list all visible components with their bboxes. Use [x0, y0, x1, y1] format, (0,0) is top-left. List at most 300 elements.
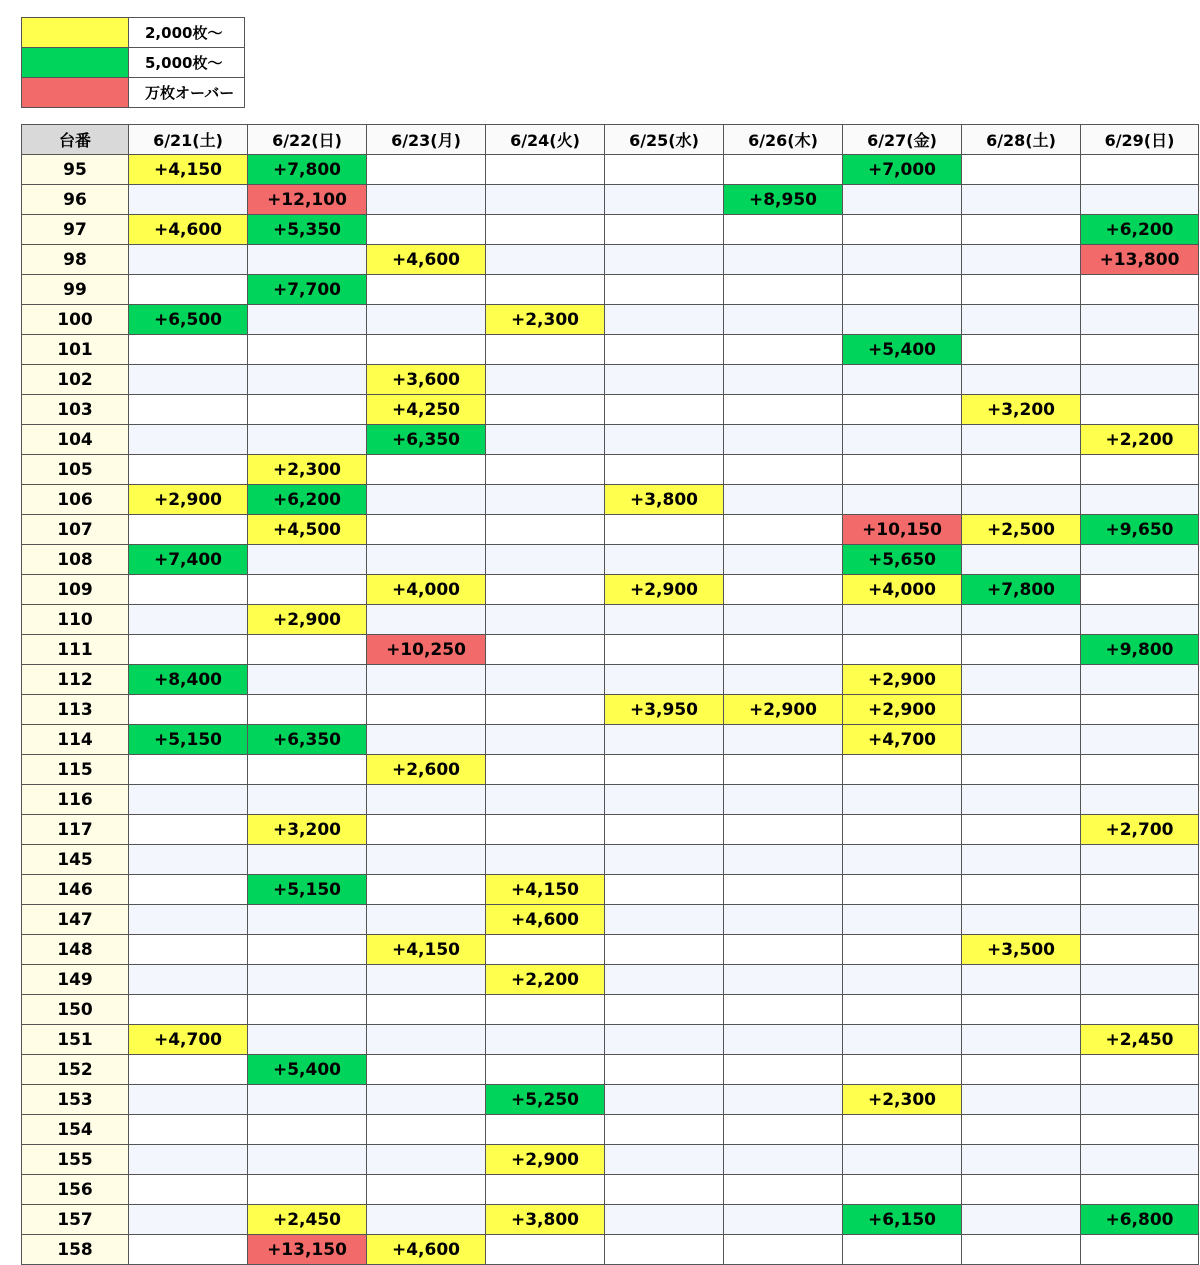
result-cell — [962, 665, 1081, 695]
result-cell — [248, 935, 367, 965]
header-date: 6/22(日) — [248, 125, 367, 155]
result-cell — [843, 275, 962, 305]
result-cell — [1081, 845, 1199, 875]
result-cell — [367, 905, 486, 935]
result-cell — [962, 485, 1081, 515]
result-cell — [605, 965, 724, 995]
result-cell — [367, 605, 486, 635]
result-cell: +2,450 — [248, 1205, 367, 1235]
machine-number: 106 — [22, 485, 129, 515]
result-cell — [724, 305, 843, 335]
result-cell — [843, 395, 962, 425]
result-cell — [248, 575, 367, 605]
result-cell — [724, 1025, 843, 1055]
table-row — [22, 1115, 1199, 1145]
result-cell: +9,650 — [1081, 515, 1199, 545]
result-cell — [248, 755, 367, 785]
header-date: 6/28(土) — [962, 125, 1081, 155]
result-cell — [605, 1235, 724, 1265]
result-cell — [248, 965, 367, 995]
result-cell: +3,800 — [605, 485, 724, 515]
machine-number: 111 — [22, 635, 129, 665]
result-cell — [1081, 185, 1199, 215]
result-cell — [605, 1055, 724, 1085]
result-cell: +2,900 — [843, 665, 962, 695]
result-cell: +4,600 — [129, 215, 248, 245]
machine-number: 105 — [22, 455, 129, 485]
result-cell — [724, 575, 843, 605]
machine-number: 148 — [22, 935, 129, 965]
result-cell: +2,600 — [367, 755, 486, 785]
result-cell — [367, 965, 486, 995]
machine-number: 151 — [22, 1025, 129, 1055]
result-cell — [962, 365, 1081, 395]
result-cell: +6,350 — [248, 725, 367, 755]
result-cell: +2,900 — [724, 695, 843, 725]
result-cell — [962, 155, 1081, 185]
result-cell — [605, 305, 724, 335]
table-row — [22, 305, 1199, 335]
legend-label: 5,000枚～ — [129, 48, 245, 78]
result-cell — [843, 605, 962, 635]
machine-number: 152 — [22, 1055, 129, 1085]
result-cell — [248, 665, 367, 695]
result-cell — [605, 215, 724, 245]
result-cell — [962, 185, 1081, 215]
machine-number: 110 — [22, 605, 129, 635]
result-cell — [486, 185, 605, 215]
result-cell: +5,250 — [486, 1085, 605, 1115]
result-cell: +4,600 — [486, 905, 605, 935]
result-cell — [486, 1235, 605, 1265]
result-cell — [724, 785, 843, 815]
result-cell — [1081, 155, 1199, 185]
result-cell — [605, 185, 724, 215]
header-date: 6/24(火) — [486, 125, 605, 155]
result-cell — [367, 1145, 486, 1175]
result-cell — [486, 725, 605, 755]
machine-number: 115 — [22, 755, 129, 785]
result-cell — [724, 905, 843, 935]
result-cell — [486, 1175, 605, 1205]
result-cell — [367, 665, 486, 695]
result-cell — [248, 1145, 367, 1175]
result-cell: +6,800 — [1081, 1205, 1199, 1235]
result-cell — [843, 485, 962, 515]
result-cell: +7,700 — [248, 275, 367, 305]
result-cell: +2,500 — [962, 515, 1081, 545]
result-cell — [962, 785, 1081, 815]
result-cell — [605, 155, 724, 185]
result-cell — [129, 185, 248, 215]
result-cell — [367, 1175, 486, 1205]
result-cell — [605, 425, 724, 455]
result-cell — [248, 545, 367, 575]
result-cell — [1081, 935, 1199, 965]
table-row — [22, 1235, 1199, 1265]
result-cell — [843, 455, 962, 485]
table-row — [22, 455, 1199, 485]
result-cell — [843, 935, 962, 965]
result-cell: +2,900 — [248, 605, 367, 635]
machine-number: 114 — [22, 725, 129, 755]
result-cell — [486, 245, 605, 275]
machine-number: 155 — [22, 1145, 129, 1175]
table-row — [22, 875, 1199, 905]
legend-label: 万枚オーバー — [129, 78, 245, 108]
result-cell: +10,250 — [367, 635, 486, 665]
result-cell: +2,900 — [486, 1145, 605, 1175]
machine-number: 156 — [22, 1175, 129, 1205]
table-row — [22, 965, 1199, 995]
result-cell — [724, 875, 843, 905]
result-cell — [486, 545, 605, 575]
result-cell — [724, 395, 843, 425]
result-cell — [843, 1235, 962, 1265]
result-cell: +2,450 — [1081, 1025, 1199, 1055]
machine-number: 116 — [22, 785, 129, 815]
result-cell — [962, 635, 1081, 665]
result-cell — [605, 455, 724, 485]
result-cell — [486, 155, 605, 185]
result-cell — [129, 1085, 248, 1115]
result-cell — [248, 695, 367, 725]
result-cell — [248, 1085, 367, 1115]
result-cell — [367, 185, 486, 215]
result-cell — [605, 1145, 724, 1175]
result-cell: +4,000 — [843, 575, 962, 605]
result-cell — [129, 1145, 248, 1175]
result-cell — [248, 245, 367, 275]
result-cell — [367, 1085, 486, 1115]
result-cell — [962, 305, 1081, 335]
result-cell — [724, 1175, 843, 1205]
result-cell — [367, 485, 486, 515]
machine-number: 150 — [22, 995, 129, 1025]
result-cell — [486, 335, 605, 365]
result-cell: +3,600 — [367, 365, 486, 395]
table-row — [22, 605, 1199, 635]
result-cell — [962, 275, 1081, 305]
result-cell — [962, 245, 1081, 275]
machine-number: 103 — [22, 395, 129, 425]
result-cell — [367, 845, 486, 875]
result-cell — [248, 395, 367, 425]
table-row — [22, 1085, 1199, 1115]
header-machine-number: 台番 — [22, 125, 129, 155]
result-cell — [1081, 1235, 1199, 1265]
result-cell — [1081, 695, 1199, 725]
result-cell: +2,300 — [843, 1085, 962, 1115]
result-cell — [605, 545, 724, 575]
result-cell — [843, 845, 962, 875]
legend-swatch-red — [22, 78, 129, 108]
result-cell — [843, 365, 962, 395]
result-cell — [843, 215, 962, 245]
table-row — [22, 515, 1199, 545]
result-cell — [486, 455, 605, 485]
machine-number: 109 — [22, 575, 129, 605]
result-cell — [129, 845, 248, 875]
result-cell — [129, 1175, 248, 1205]
result-cell — [724, 815, 843, 845]
table-row — [22, 155, 1199, 185]
result-cell: +6,200 — [248, 485, 367, 515]
result-cell — [724, 935, 843, 965]
legend-row — [22, 18, 245, 48]
result-cell — [486, 845, 605, 875]
result-cell — [843, 905, 962, 935]
result-cell — [367, 1025, 486, 1055]
result-cell — [962, 1145, 1081, 1175]
result-cell — [843, 815, 962, 845]
result-cell — [843, 1025, 962, 1055]
result-cell: +2,300 — [248, 455, 367, 485]
result-cell — [129, 365, 248, 395]
result-cell — [605, 635, 724, 665]
table-row — [22, 365, 1199, 395]
result-cell: +10,150 — [843, 515, 962, 545]
table-row — [22, 395, 1199, 425]
result-cell — [1081, 875, 1199, 905]
result-cell — [129, 275, 248, 305]
result-cell: +4,600 — [367, 1235, 486, 1265]
result-cell — [724, 1205, 843, 1235]
result-cell — [1081, 905, 1199, 935]
table-row — [22, 725, 1199, 755]
table-row — [22, 485, 1199, 515]
result-cell — [843, 245, 962, 275]
result-cell: +4,250 — [367, 395, 486, 425]
result-cell: +4,600 — [367, 245, 486, 275]
result-cell — [129, 245, 248, 275]
result-cell — [724, 845, 843, 875]
machine-number: 108 — [22, 545, 129, 575]
result-cell: +5,150 — [129, 725, 248, 755]
result-cell: +7,000 — [843, 155, 962, 185]
result-cell — [248, 905, 367, 935]
result-cell — [843, 1055, 962, 1085]
result-cell — [129, 785, 248, 815]
result-cell — [486, 275, 605, 305]
table-row — [22, 635, 1199, 665]
header-date: 6/21(土) — [129, 125, 248, 155]
result-cell — [605, 275, 724, 305]
result-cell — [962, 605, 1081, 635]
result-cell — [248, 995, 367, 1025]
result-cell: +4,150 — [486, 875, 605, 905]
result-cell — [843, 185, 962, 215]
machine-number: 154 — [22, 1115, 129, 1145]
result-cell — [962, 815, 1081, 845]
result-cell: +6,350 — [367, 425, 486, 455]
result-cell — [367, 275, 486, 305]
header-row — [22, 125, 1199, 155]
result-cell: +4,700 — [129, 1025, 248, 1055]
result-cell — [367, 1055, 486, 1085]
result-cell — [843, 305, 962, 335]
machine-number: 98 — [22, 245, 129, 275]
result-cell — [962, 695, 1081, 725]
result-cell — [248, 635, 367, 665]
header-date: 6/25(水) — [605, 125, 724, 155]
result-cell — [129, 995, 248, 1025]
result-cell — [724, 155, 843, 185]
table-row — [22, 935, 1199, 965]
result-cell — [724, 965, 843, 995]
machine-number: 145 — [22, 845, 129, 875]
result-cell: +3,500 — [962, 935, 1081, 965]
result-cell — [605, 725, 724, 755]
result-cell: +6,200 — [1081, 215, 1199, 245]
result-cell — [1081, 455, 1199, 485]
result-cell — [962, 1175, 1081, 1205]
result-cell — [605, 665, 724, 695]
result-cell: +7,800 — [248, 155, 367, 185]
table-row — [22, 215, 1199, 245]
result-cell: +9,800 — [1081, 635, 1199, 665]
result-cell — [1081, 335, 1199, 365]
result-cell — [248, 335, 367, 365]
result-cell — [724, 635, 843, 665]
table-row — [22, 695, 1199, 725]
machine-number: 102 — [22, 365, 129, 395]
table-row — [22, 815, 1199, 845]
result-cell: +2,300 — [486, 305, 605, 335]
result-cell: +2,900 — [605, 575, 724, 605]
result-cell: +5,400 — [843, 335, 962, 365]
result-cell — [843, 755, 962, 785]
machine-number: 95 — [22, 155, 129, 185]
machine-number: 99 — [22, 275, 129, 305]
result-cell — [843, 785, 962, 815]
result-cell — [1081, 545, 1199, 575]
result-cell — [843, 635, 962, 665]
result-cell: +4,000 — [367, 575, 486, 605]
result-cell — [605, 1205, 724, 1235]
table-row — [22, 185, 1199, 215]
result-cell: +4,150 — [367, 935, 486, 965]
result-cell: +3,200 — [248, 815, 367, 845]
result-cell — [367, 215, 486, 245]
table-row — [22, 275, 1199, 305]
legend-row — [22, 48, 245, 78]
result-cell — [605, 995, 724, 1025]
result-cell — [129, 575, 248, 605]
machine-number: 147 — [22, 905, 129, 935]
legend-label: 2,000枚～ — [129, 18, 245, 48]
result-cell — [367, 815, 486, 845]
header-date: 6/29(日) — [1081, 125, 1199, 155]
result-cell — [605, 815, 724, 845]
result-cell — [605, 905, 724, 935]
result-cell: +3,200 — [962, 395, 1081, 425]
result-cell — [486, 575, 605, 605]
result-cell — [486, 485, 605, 515]
result-cell — [1081, 275, 1199, 305]
result-cell — [843, 425, 962, 455]
result-cell: +5,400 — [248, 1055, 367, 1085]
machine-number: 100 — [22, 305, 129, 335]
result-cell — [129, 425, 248, 455]
result-cell: +5,350 — [248, 215, 367, 245]
machine-number: 117 — [22, 815, 129, 845]
result-cell — [1081, 785, 1199, 815]
result-cell — [962, 1025, 1081, 1055]
result-cell: +2,900 — [843, 695, 962, 725]
result-cell — [129, 515, 248, 545]
machine-number: 96 — [22, 185, 129, 215]
result-cell — [962, 995, 1081, 1025]
result-cell — [129, 1055, 248, 1085]
header-date: 6/23(月) — [367, 125, 486, 155]
result-cell — [367, 695, 486, 725]
legend-swatch-yellow — [22, 18, 129, 48]
result-cell — [962, 455, 1081, 485]
result-cell — [1081, 995, 1199, 1025]
machine-number: 153 — [22, 1085, 129, 1115]
result-cell — [843, 875, 962, 905]
result-cell — [843, 995, 962, 1025]
result-cell — [724, 545, 843, 575]
result-cell — [724, 725, 843, 755]
result-cell — [962, 875, 1081, 905]
result-cell — [129, 1235, 248, 1265]
result-cell — [248, 425, 367, 455]
result-cell — [962, 725, 1081, 755]
result-cell — [129, 1205, 248, 1235]
table-row — [22, 665, 1199, 695]
result-cell — [367, 305, 486, 335]
result-cell — [962, 1115, 1081, 1145]
table-row — [22, 425, 1199, 455]
result-cell — [605, 365, 724, 395]
result-cell — [486, 605, 605, 635]
result-cell — [962, 845, 1081, 875]
result-cell — [724, 1055, 843, 1085]
result-cell — [367, 875, 486, 905]
result-cell — [1081, 755, 1199, 785]
result-cell — [1081, 365, 1199, 395]
table-row — [22, 1205, 1199, 1235]
result-cell — [962, 1055, 1081, 1085]
result-cell — [605, 755, 724, 785]
result-cell — [605, 1115, 724, 1145]
table-row — [22, 245, 1199, 275]
result-cell: +4,700 — [843, 725, 962, 755]
table-row — [22, 845, 1199, 875]
machine-number: 112 — [22, 665, 129, 695]
result-cell — [486, 785, 605, 815]
result-cell — [605, 875, 724, 905]
result-cell — [605, 395, 724, 425]
result-cell — [962, 545, 1081, 575]
result-cell — [367, 995, 486, 1025]
result-cell — [486, 695, 605, 725]
result-cell — [248, 1115, 367, 1145]
result-cell — [486, 815, 605, 845]
result-cell — [605, 1175, 724, 1205]
result-cell — [1081, 305, 1199, 335]
result-cell: +2,900 — [129, 485, 248, 515]
result-cell — [724, 995, 843, 1025]
result-cell — [1081, 1115, 1199, 1145]
result-cell: +7,800 — [962, 575, 1081, 605]
result-cell: +13,150 — [248, 1235, 367, 1265]
result-cell — [248, 1025, 367, 1055]
result-cell: +6,150 — [843, 1205, 962, 1235]
result-cell — [367, 335, 486, 365]
